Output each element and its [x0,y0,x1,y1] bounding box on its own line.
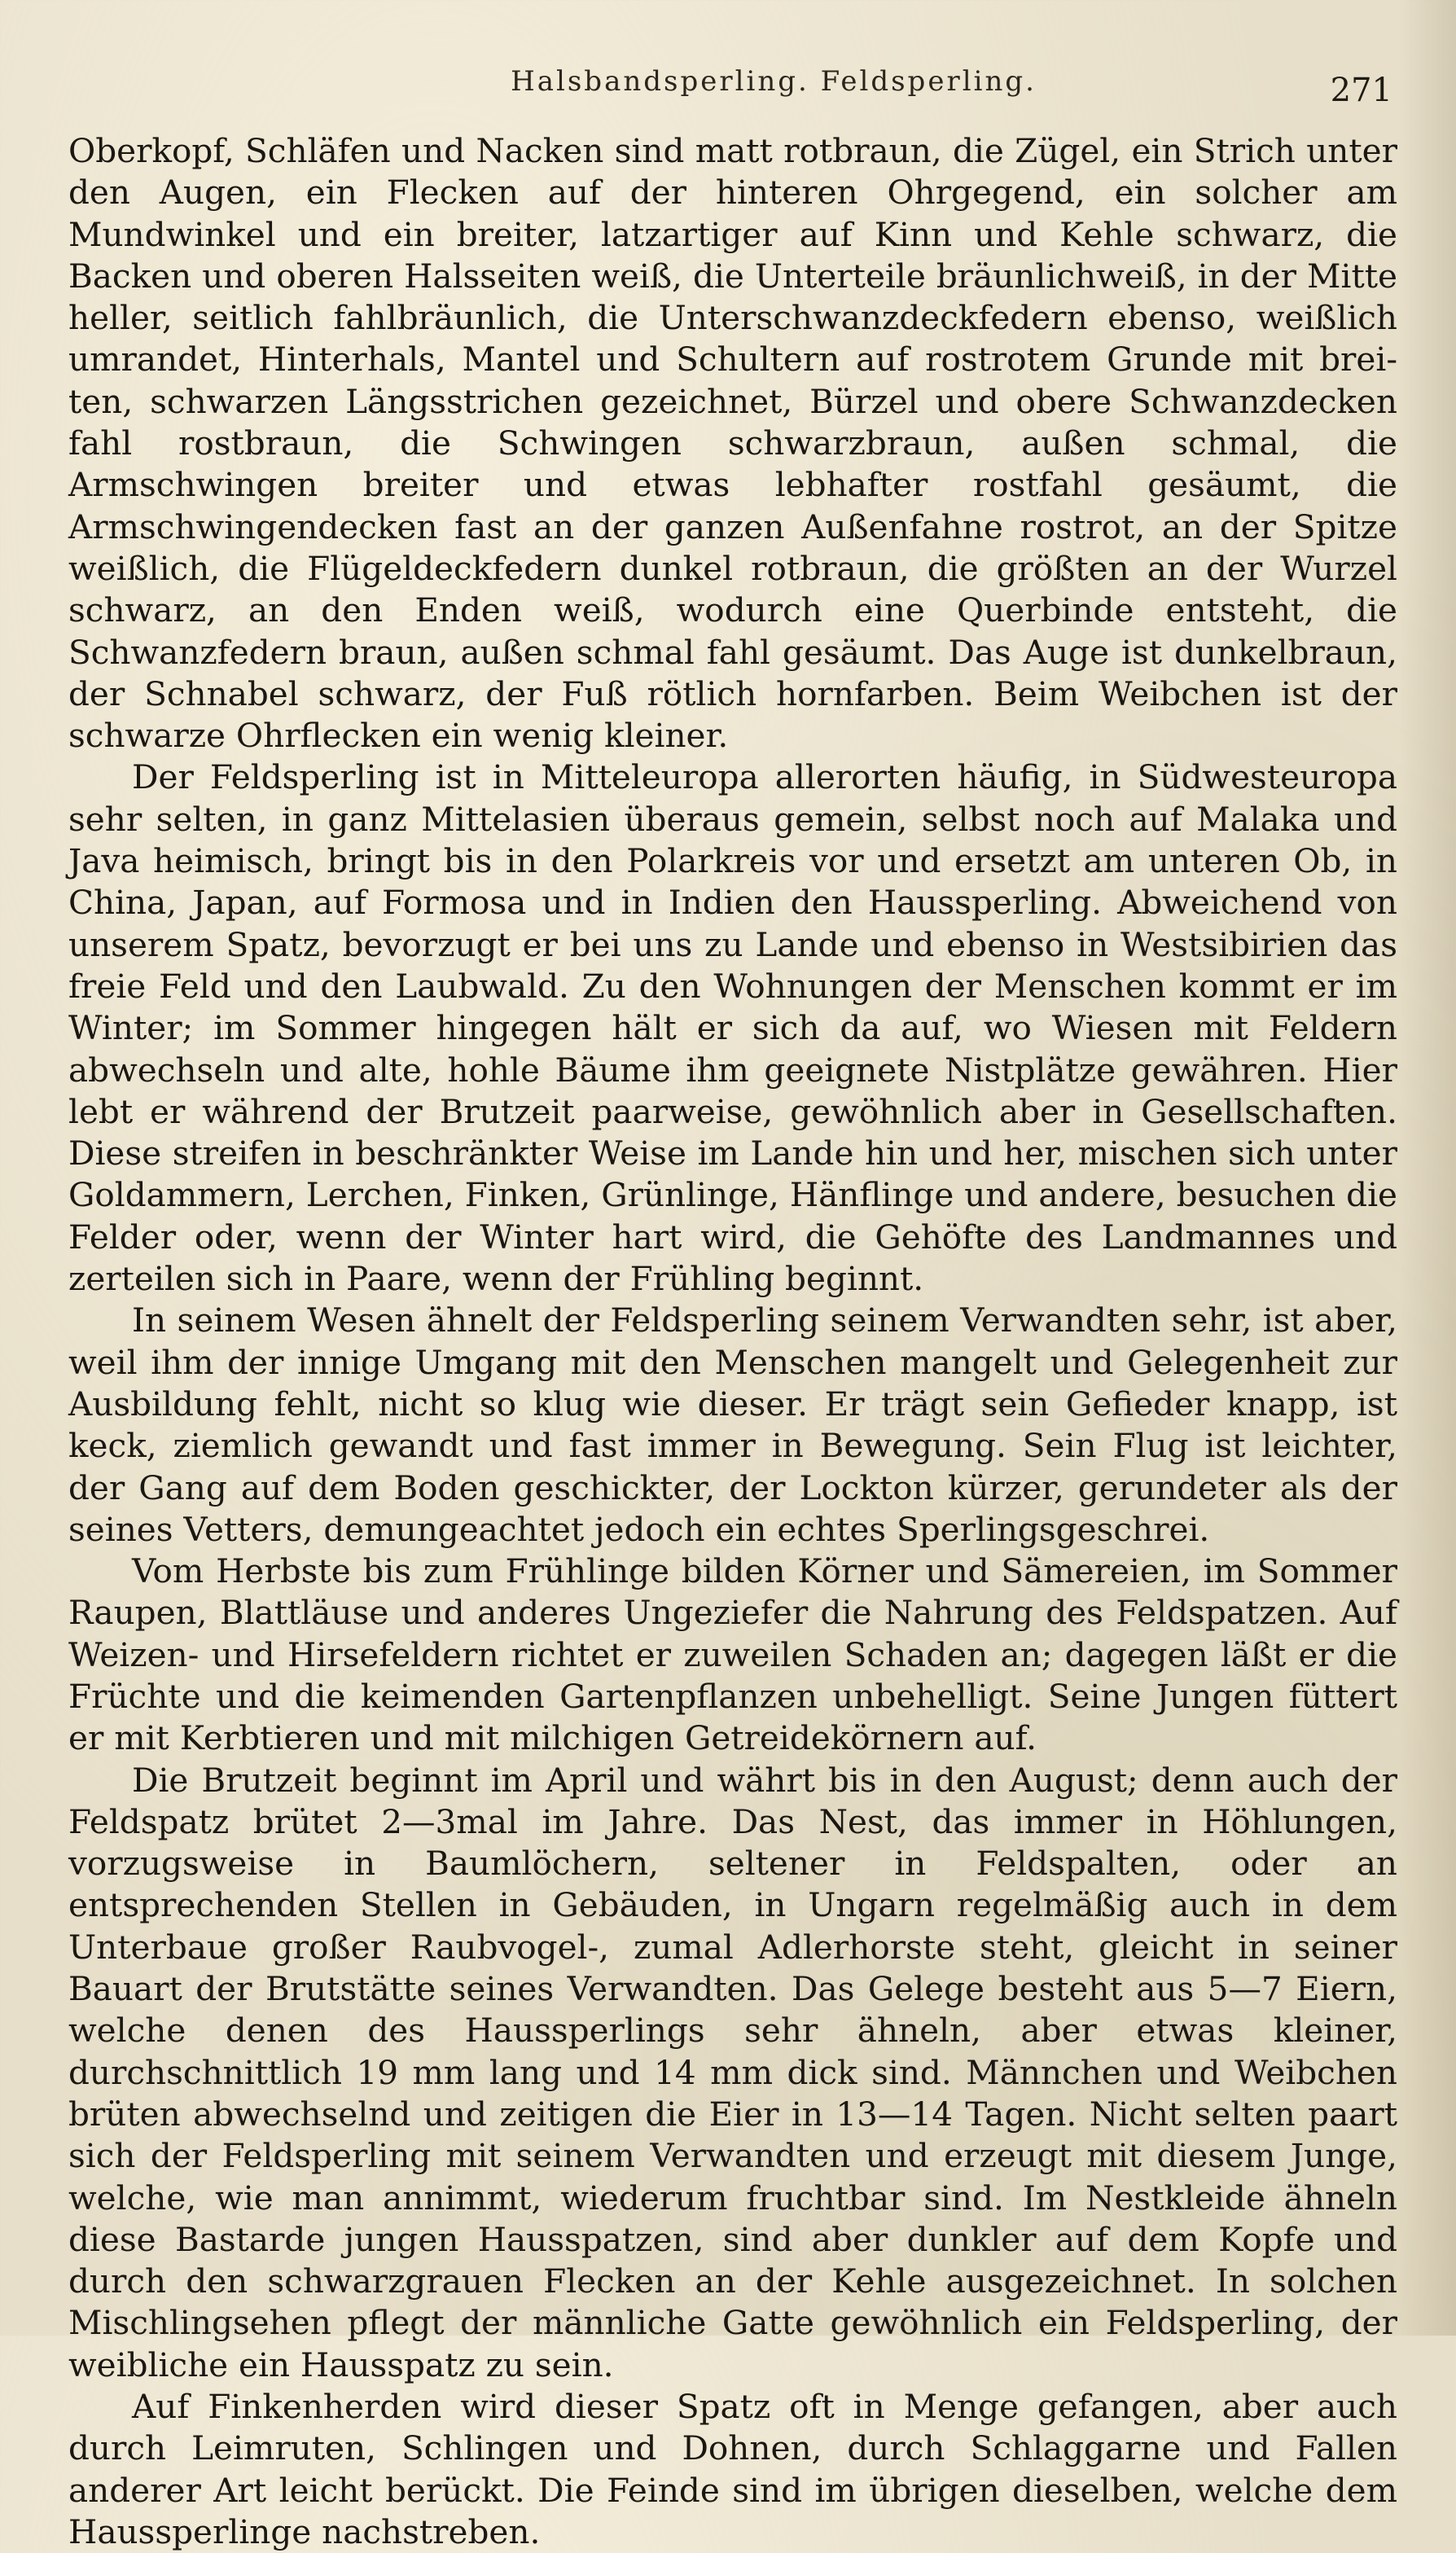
paragraph-5: Die Brutzeit beginnt im April und währt bis in den August; denn auch der Feldspatz brütet 2—3mal im Jahre. Das Nest, das immer in Höhlungen, vorzugsweise in Baumlöchern, seltener in Feldspalten, oder an entsprechenden Stellen in Gebäuden, in Ungarn regelmäßig auch in dem Unterbaue großer Raubvogel-, zumal Adlerhorste steht, gleicht in seiner Bauart der Brutstätte seines Verwandten. Das Gelege besteht aus 5—7 Eiern, welche denen des Haussperlings sehr ähneln, aber etwas kleiner, durchschnittlich 19 mm lang und 14 mm dick sind. Männchen und Weibchen brüten abwechselnd und zeitigen die Eier in 13—14 Tagen. Nicht selten paart sich der Feldsperling mit seinem Verwandten und erzeugt mit diesem Junge, welche, wie man annimmt, wiederum fruchtbar sind. Im Nestkleide ähneln diese Bastarde jungen Hausspatzen, sind aber dunkler auf dem Kopfe und durch den schwarzgrauen Flecken an der Kehle ausgezeichnet. In solchen Mischlingsehen pflegt der männliche Gatte gewöhnlich ein Feldsperling, der weibliche ein Hausspatz zu sein. [68,1760,1397,2384]
page-number: 271 [1330,72,1392,109]
paragraph-2: Der Feldsperling ist in Mitteleuropa allerorten häufig, in Südwesteuropa sehr selten, in ganz Mittelasien überaus gemein, selbst noch auf Malaka und Java heimisch, bringt bis in den Polarkreis vor und ersetzt am unteren Ob, in China, Japan, auf Formosa und in Indien den Haussperling. Abweichend von unserem Spatz, bevorzugt er bei uns zu Lande und ebenso in Westsibirien das freie Feld und den Laubwald. Zu den Wohnungen der Menschen kommt er im Winter; im Sommer hingegen hält er sich da auf, wo Wiesen mit Feldern abwechseln und alte, hohle Bäume ihm geeignete Nistplätze gewähren. Hier lebt er während der Brutzeit paarweise, gewöhnlich aber in Gesellschaften. Diese streifen in beschränkter Weise im Lande hin und her, mischen sich unter Goldammern, Lerchen, Finken, Grünlinge, Hänflinge und andere, besuchen die Felder oder, wenn der Winter hart wird, die Gehöfte des Landmannes und zerteilen sich in Paare, wenn der Frühling beginnt. [68,757,1397,1299]
running-title: Halsbandsperling. Feldsperling. [511,65,1037,98]
page-edge-shadow [1399,0,1456,2336]
paragraph-6: Auf Finkenherden wird dieser Spatz oft in Menge gefangen, aber auch durch Leimruten, Schlingen und Dohnen, durch Schlaggarne und Fallen anderer Art leicht berückt. Die Feinde sind im übrigen dieselben, welche dem Haussperlinge nachstreben. [68,2387,1397,2551]
paragraph-3: In seinem Wesen ähnelt der Feldsperling seinem Verwandten sehr, ist aber, weil ihm der innige Umgang mit den Menschen mangelt und Gelegenheit zur Ausbildung fehlt, nicht so klug wie dieser. Er trägt sein Gefieder knapp, ist keck, ziemlich gewandt und fast immer in Bewegung. Sein Flug ist leichter, der Gang auf dem Boden geschickter, der Lockton kürzer, gerundeter als der seines Vetters, demungeachtet jedoch ein echtes Sperlingsgeschrei. [68,1301,1397,1549]
paragraph-4: Vom Herbste bis zum Frühlinge bilden Körner und Sämereien, im Sommer Raupen, Blattläuse und anderes Ungeziefer die Nahrung des Feldspatzen. Auf Weizen- und Hirsefeldern richtet er zuweilen Schaden an; dagegen läßt er die Früchte und die keimenden Gartenpflanzen unbehelligt. Seine Jungen füttert er mit Kerbtieren und mit milchigen Getreidekörnern auf. [68,1551,1397,1758]
paragraph-1: Oberkopf, Schläfen und Nacken sind matt rotbraun, die Zügel, ein Strich unter den Augen, ein Flecken auf der hinteren Ohrgegend, ein solcher am Mundwinkel und ein breiter, latzartiger auf Kinn und Kehle schwarz, die Backen und oberen Halsseiten weiß, die Unterteile bräunlichweiß, in der Mitte heller, seitlich fahlbräunlich, die Unterschwanzdeckfedern ebenso, weißlich umrandet, Hinterhals, Mantel und Schultern auf rostrotem Grunde mit breiten, schwarzen Längsstrichen gezeichnet, Bürzel und obere Schwanzdecken fahl rostbraun, die Schwingen schwarzbraun, außen schmal, die Armschwingen breiter und etwas lebhafter rostfahl gesäumt, die Armschwingendecken fast an der ganzen Außenfahne rostrot, an der Spitze weißlich, die Flügeldeckfedern dunkel rotbraun, die größten an der Wurzel schwarz, an den Enden weiß, wodurch eine Querbinde entsteht, die Schwanzfedern braun, außen schmal fahl gesäumt. Das Auge ist dunkelbraun, der Schnabel schwarz, der Fuß rötlich hornfarben. Beim Weibchen ist der schwarze Ohrflecken ein wenig kleiner. [68,131,1397,756]
body-text [68,130,1397,2553]
